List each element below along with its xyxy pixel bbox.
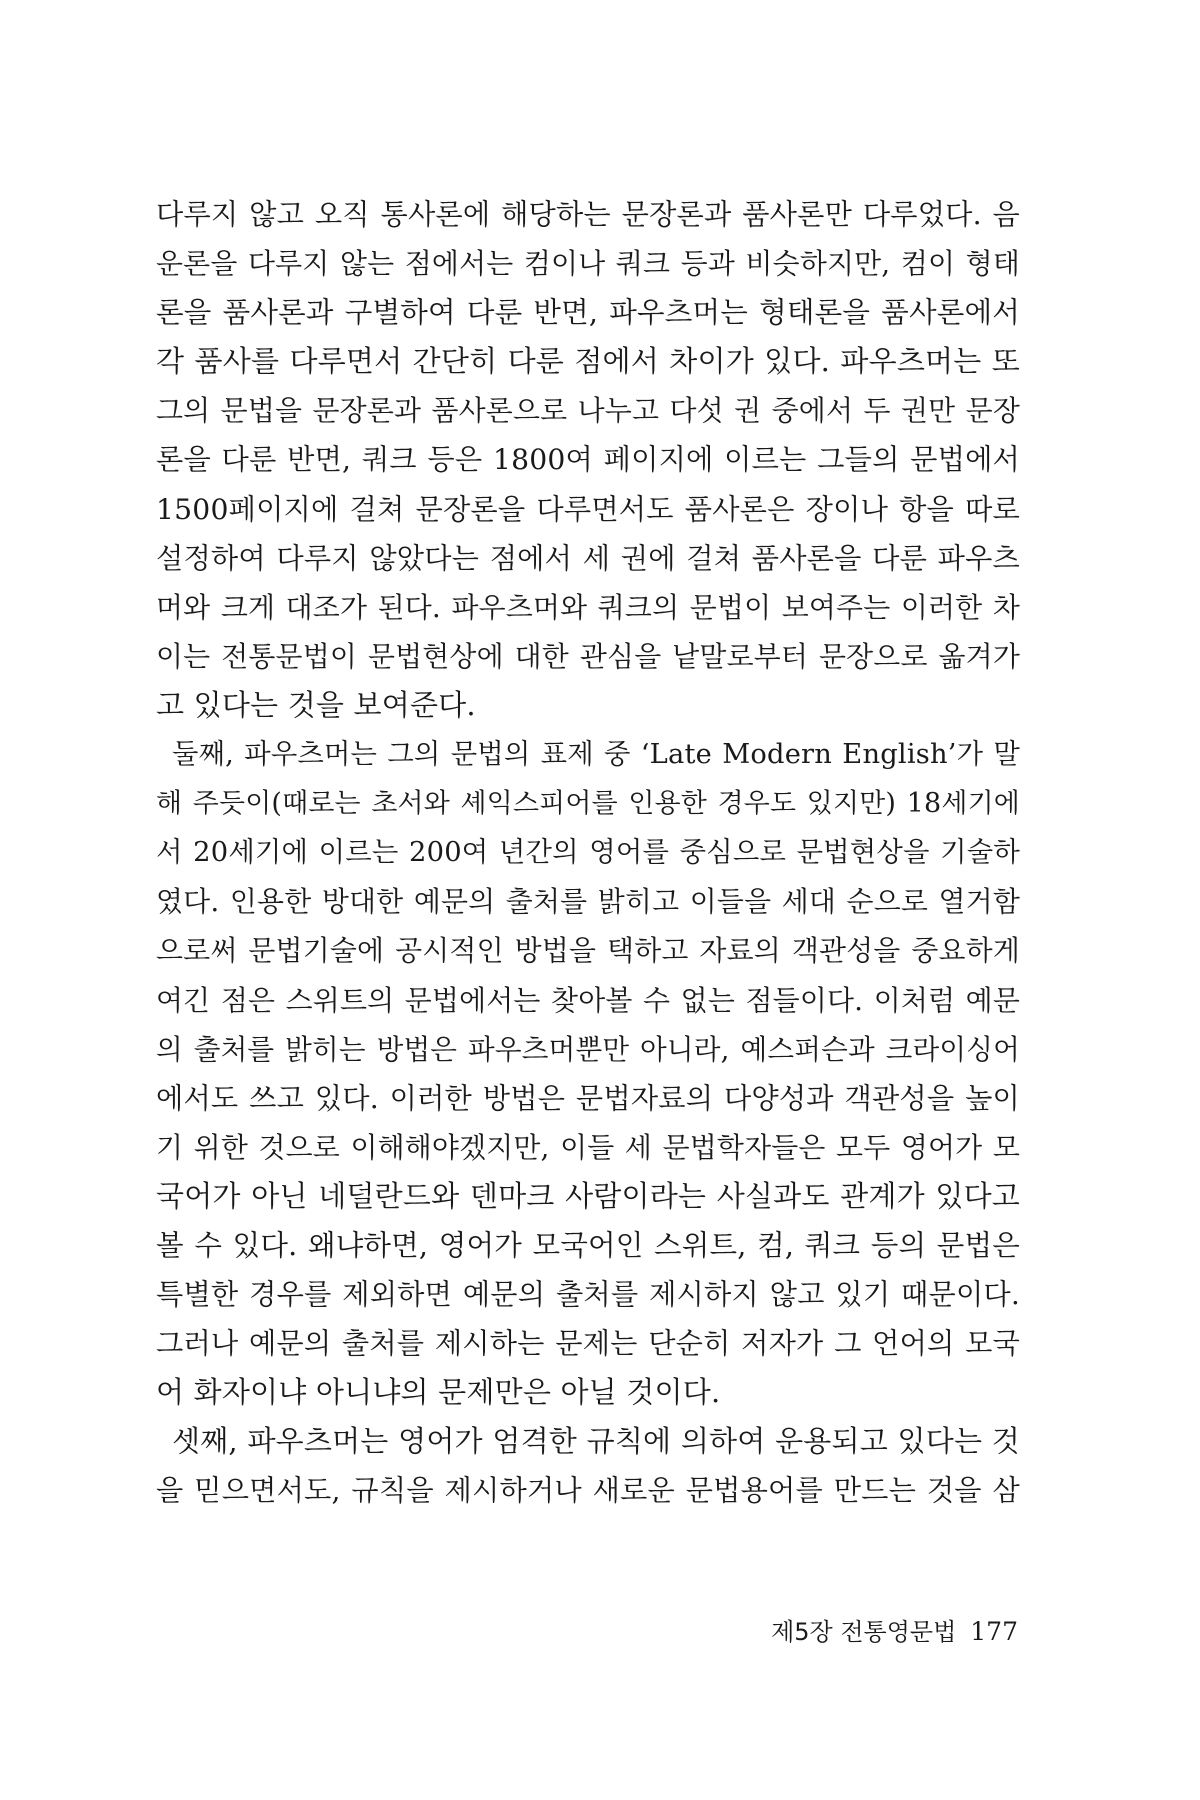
text-line: 고 있다는 것을 보여준다. (156, 687, 476, 722)
text-line: 셋째, 파우츠머는 영어가 엄격한 규칙에 의하여 운용되고 있다는 것 (172, 1424, 1020, 1459)
text-line: 해 주듯이(때로는 초서와 셰익스피어를 인용한 경우도 있지만) 18세기에 (156, 788, 1020, 820)
text-line: 특별한 경우를 제외하면 예문의 출처를 제시하지 않고 있기 때문이다. (156, 1278, 1020, 1312)
text-line: 그러나 예문의 출처를 제시하는 문제는 단순히 저자가 그 언어의 모국 (156, 1327, 1020, 1361)
text-line: 여긴 점은 스위트의 문법에서는 찾아볼 수 없는 점들이다. 이처럼 예문 (156, 983, 1020, 1017)
text-line: 운론을 다루지 않는 점에서는 컴이나 쿼크 등과 비슷하지만, 컴이 형태 (156, 247, 1020, 281)
page-footer (738, 1612, 1018, 1647)
paragraph-1 (156, 190, 1020, 730)
text-line: 에서도 쓰고 있다. 이러한 방법은 문법자료의 다양성과 객관성을 높이 (156, 1081, 1020, 1115)
text-line: 각 품사를 다루면서 간단히 다룬 점에서 차이가 있다. 파우츠머는 또 (156, 344, 1020, 379)
text-line: 론을 다룬 반면, 쿼크 등은 1800여 페이지에 이르는 그들의 문법에서 (156, 443, 1020, 477)
body-text (156, 190, 1020, 1516)
text-line: 설정하여 다루지 않았다는 점에서 세 권에 걸쳐 품사론을 다룬 파우츠 (156, 541, 1020, 575)
text-line: 을 믿으면서도, 규칙을 제시하거나 새로운 문법용어를 만드는 것을 삼 (156, 1474, 1020, 1508)
text-line: 어 화자이냐 아니냐의 문제만은 아닐 것이다. (156, 1375, 721, 1410)
paragraph-3 (156, 1417, 1020, 1515)
text-line: 기 위한 것으로 이해해야겠지만, 이들 세 문법학자들은 모두 영어가 모 (156, 1130, 1020, 1164)
text-line: 였다. 인용한 방대한 예문의 출처를 밝히고 이들을 세대 순으로 열거함 (156, 885, 1020, 919)
text-line: 국어가 아닌 네덜란드와 덴마크 사람이라는 사실과도 관계가 있다고 (156, 1178, 1020, 1213)
text-line: 둘째, 파우츠머는 그의 문법의 표제 중 ‘Late Modern English’가 말 (172, 739, 1020, 771)
text-line: 론을 품사론과 구별하여 다룬 반면, 파우츠머는 형태론을 품사론에서 (156, 296, 1020, 330)
chapter-title: 제5장 전통영문법 (771, 1618, 957, 1646)
paragraph-2 (156, 730, 1020, 1417)
text-line: 다루지 않고 오직 통사론에 해당하는 문장론과 품사론만 다루었다. 음 (156, 198, 1020, 231)
text-line: 의 출처를 밝히는 방법은 파우츠머뿐만 아니라, 예스퍼슨과 크라이싱어 (156, 1032, 1020, 1066)
text-line: 으로써 문법기술에 공시적인 방법을 택하고 자료의 객관성을 중요하게 (156, 934, 1020, 968)
text-line: 머와 크게 대조가 된다. 파우츠머와 쿼크의 문법이 보여주는 이러한 차 (156, 590, 1020, 624)
text-line: 1500페이지에 걸쳐 문장론을 다루면서도 품사론은 장이나 항을 따로 (156, 492, 1020, 526)
text-line: 그의 문법을 문장론과 품사론으로 나누고 다섯 권 중에서 두 권만 문장 (156, 394, 1020, 428)
page-number: 177 (970, 1617, 1018, 1646)
text-line: 이는 전통문법이 문법현상에 대한 관심을 낱말로부터 문장으로 옮겨가 (156, 639, 1020, 673)
text-line: 서 20세기에 이르는 200여 년간의 영어를 중심으로 문법현상을 기술하 (156, 837, 1020, 869)
text-line: 볼 수 있다. 왜냐하면, 영어가 모국어인 스위트, 컴, 쿼크 등의 문법은 (156, 1228, 1020, 1262)
